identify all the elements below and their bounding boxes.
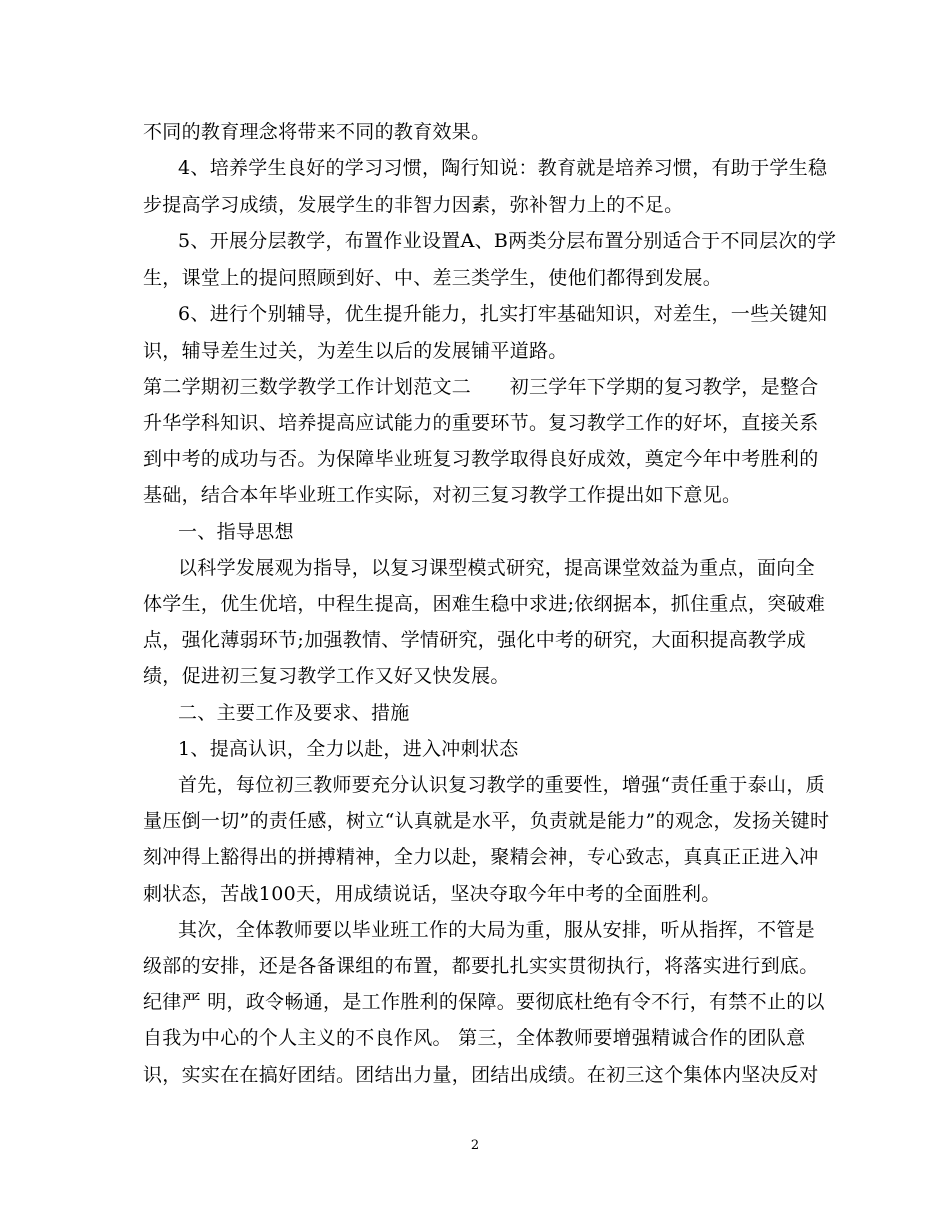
text-line-5: 生，课堂上的提问照顾到好、中、差三类学生，使他们都得到发展。 (143, 267, 723, 289)
text-line-4: 5、开展分层教学，布置作业设置A、B两类分层布置分别适合于不同层次的学 (178, 230, 837, 252)
section-heading-2: 二、主要工作及要求、措施 (178, 702, 410, 724)
text-line-7: 识，辅导差生过关，为差生以后的发展铺平道路。 (143, 340, 568, 362)
text-line-26: 自我为中心的个人主义的不良作风。 第三，全体教师要增强精诚合作的团队意 (143, 1027, 806, 1049)
text-line-8: 第二学期初三数学教学工作计划范文二 初三学年下学期的复习教学，是整合 (143, 376, 819, 398)
text-line-9: 升华学科知识、培养提高应试能力的重要环节。复习教学工作的好坏，直接关系 (143, 412, 819, 434)
text-line-22: 刺状态，苦战100天，用成绩说话，坚决夺取今年中考的全面胜利。 (143, 883, 721, 905)
text-line-3: 步提高学习成绩，发展学生的非智力因素，弥补智力上的不足。 (143, 194, 684, 216)
text-line-19: 首先，每位初三教师要充分认识复习教学的重要性，增强“责任重于泰山，质 (178, 774, 825, 796)
section-heading-1: 一、指导思想 (178, 521, 294, 543)
text-line-13: 以科学发展观为指导，以复习课型模式研究，提高课堂效益为重点，面向全 (178, 557, 815, 579)
subsection-heading-1: 1、提高认识，全力以赴，进入冲刺状态 (178, 738, 519, 760)
text-line-20: 量压倒一切”的责任感，树立“认真就是水平，负责就是能力”的观念，发扬关键时 (143, 810, 830, 832)
text-line-11: 基础，结合本年毕业班工作实际，对初三复习教学工作提出如下意见。 (143, 484, 742, 506)
text-line-16: 绩，促进初三复习教学工作又好又快发展。 (143, 665, 510, 687)
page-number: 2 (470, 1138, 480, 1153)
text-line-23: 其次，全体教师要以毕业班工作的大局为重，服从安排，听从指挥，不管是 (178, 919, 815, 941)
text-line-10: 到中考的成功与否。为保障毕业班复习教学取得良好成效，奠定今年中考胜利的 (143, 448, 819, 470)
text-line-14: 体学生，优生优培，中程生提高，困难生稳中求进;依纲据本，抓住重点，突破难 (143, 593, 826, 615)
text-line-6: 6、进行个别辅导，优生提升能力，扎实打牢基础知识，对差生，一些关键知 (178, 303, 828, 325)
text-line-25: 纪律严 明，政令畅通，是工作胜利的保障。要彻底杜绝有令不行，有禁不止的以 (143, 991, 825, 1013)
text-line-24: 级部的安排，还是各备课组的布置，都要扎扎实实贯彻执行，将落实进行到底。 (143, 955, 819, 977)
text-line-15: 点，强化薄弱环节;加强教情、学情研究，强化中考的研究，大面积提高教学成 (143, 629, 806, 651)
text-line-1: 不同的教育理念将带来不同的教育效果。 (143, 121, 491, 143)
text-line-27: 识，实实在在搞好团结。团结出力量，团结出成绩。在初三这个集体内坚决反对 (143, 1064, 819, 1086)
text-line-2: 4、培养学生良好的学习习惯，陶行知说：教育就是培养习惯，有助于学生稳 (178, 157, 828, 179)
text-line-21: 刻冲得上豁得出的拼搏精神，全力以赴，聚精会神，专心致志，真真正正进入冲 (143, 846, 819, 868)
